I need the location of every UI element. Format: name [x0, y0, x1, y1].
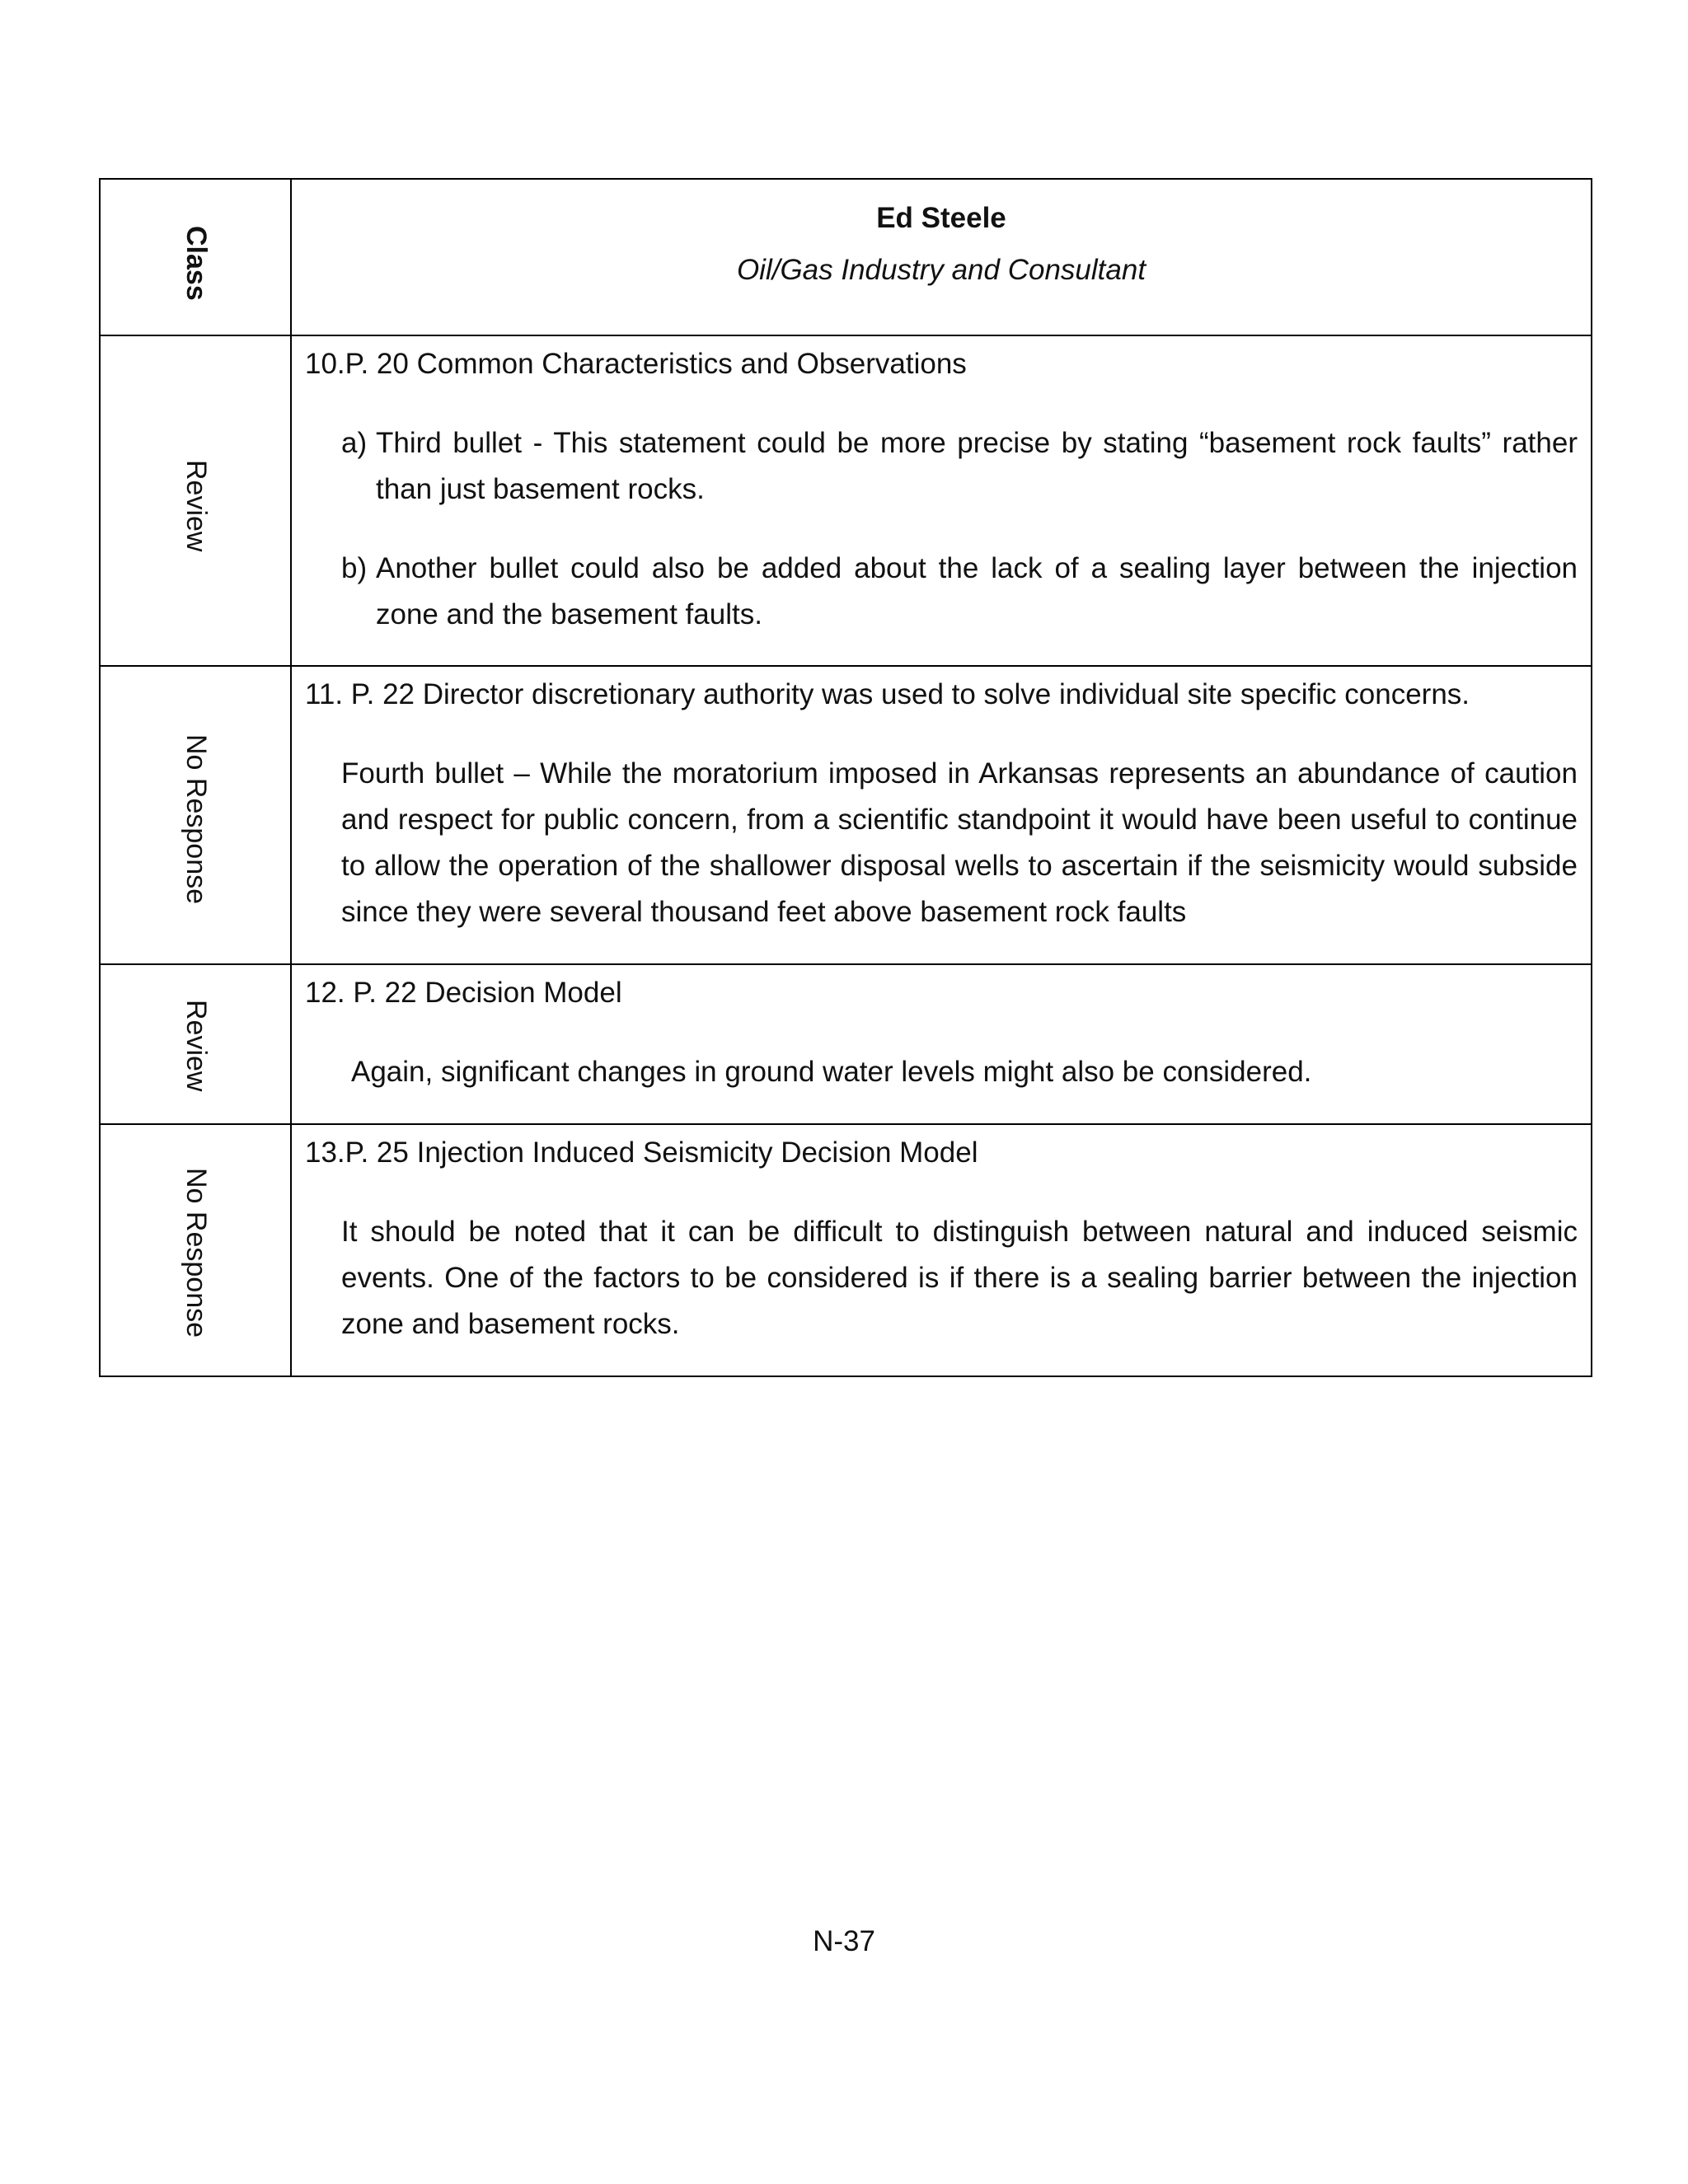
table-row	[100, 335, 1592, 666]
comment-heading: 10.P. 20 Common Characteristics and Observations	[305, 348, 967, 380]
table-header-row	[100, 179, 1592, 335]
page-number: N-37	[813, 1925, 875, 1957]
comment-bullet	[305, 420, 1578, 513]
class-cell	[100, 666, 291, 964]
class-cell	[100, 335, 291, 666]
class-label: Review	[181, 460, 212, 552]
comment-cell	[291, 335, 1592, 666]
table-row	[100, 964, 1592, 1124]
comment-heading: 11. P. 22 Director discretionary authority was used to solve individual site specific concerns.	[305, 678, 1470, 710]
bullet-text: Third bullet - This statement could be more precise by stating “basement rock faults” rather than just basement rocks.	[376, 427, 1578, 505]
comment-cell	[291, 964, 1592, 1124]
bullet-text: Another bullet could also be added about the lack of a sealing layer between the injection zone and the basement faults.	[376, 552, 1578, 630]
commenter-name: Ed Steele	[876, 202, 1006, 234]
class-cell	[100, 1124, 291, 1376]
table-row	[100, 666, 1592, 964]
class-header-cell	[100, 179, 291, 335]
commenter-header-cell	[291, 179, 1592, 335]
comment-cell	[291, 1124, 1592, 1376]
comment-heading: 13.P. 25 Injection Induced Seismicity Decision Model	[305, 1137, 978, 1169]
class-label: No Response	[181, 734, 212, 905]
class-cell	[100, 964, 291, 1124]
table-row	[100, 1124, 1592, 1376]
comment-cell	[291, 666, 1592, 964]
class-label: Review	[181, 1000, 212, 1092]
class-header-label: Class	[181, 226, 212, 301]
comment-paragraph: Again, significant changes in ground water levels might also be considered.	[351, 1056, 1312, 1088]
comment-paragraph: Fourth bullet – While the moratorium imposed in Arkansas represents an abundance of caution and respect for public concern, from a scientific standpoint it would have been useful to continue to allow the operation of the shallower disposal wells to ascertain if the seismicity would subside since they were several thousand feet above basement rock faults	[341, 757, 1578, 928]
comment-paragraph: It should be noted that it can be difficult to distinguish between natural and induced seismic events. One of the factors to be considered is if there is a sealing barrier between the injection zone and basement rocks.	[341, 1216, 1578, 1340]
class-label: No Response	[181, 1168, 212, 1338]
bullet-marker: a)	[341, 427, 368, 459]
commenter-role: Oil/Gas Industry and Consultant	[736, 254, 1146, 286]
comment-heading: 12. P. 22 Decision Model	[305, 977, 622, 1009]
comment-bullet	[305, 546, 1578, 638]
bullet-marker: b)	[341, 552, 368, 584]
comment-table	[99, 178, 1592, 1377]
